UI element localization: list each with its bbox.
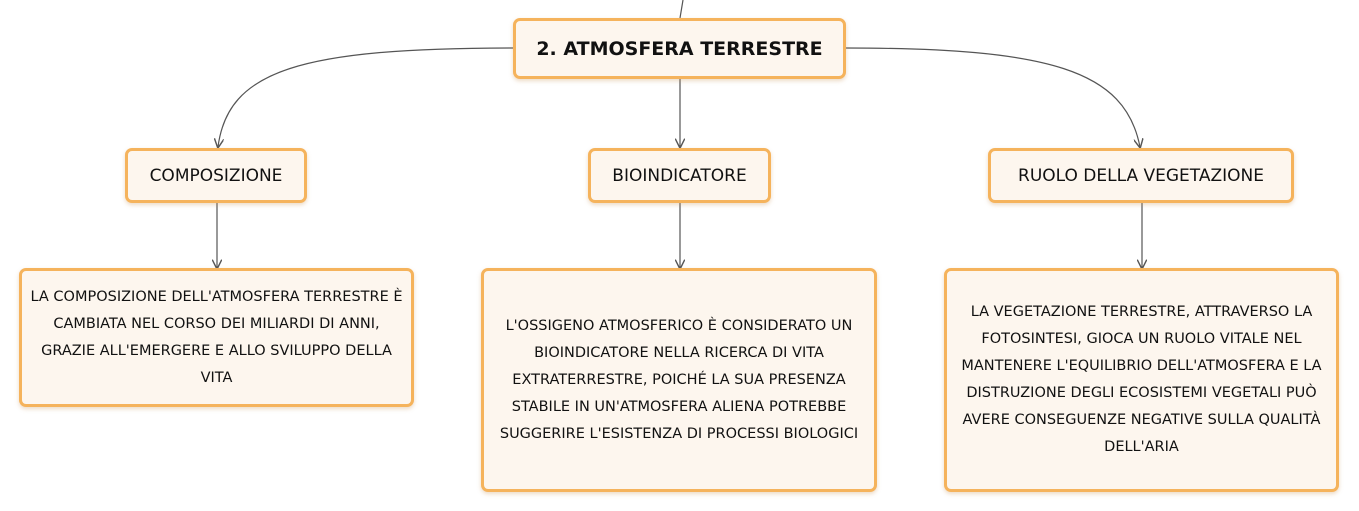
- detail-text: LA VEGETAZIONE TERRESTRE, ATTRAVERSO LA FOTOSINTESI, GIOCA UN RUOLO VITALE NEL MANTENERE L'EQUILIBRIO DELL'ATMOSFERA E LA DISTRUZIONE DEGLI ECOSISTEMI VEGETALI PUÒ AVERE CONSEGUENZE NEGATIVE SULLA QUALITÀ DELL'ARIA: [961, 304, 1322, 455]
- topic-node-ruolo-vegetazione[interactable]: [988, 148, 1294, 203]
- detail-text: L'OSSIGENO ATMOSFERICO È CONSIDERATO UN BIOINDICATORE NELLA RICERCA DI VITA EXTRATERRESTRE, POICHÉ LA SUA PRESENZA STABILE IN UN'ATMOSFERA ALIENA POTREBBE SUGGERIRE L'ESISTENZA DI PROCESSI BIOLOGICI: [499, 317, 859, 442]
- topic-label: COMPOSIZIONE: [149, 165, 283, 186]
- topic-node-composizione[interactable]: [125, 148, 307, 203]
- detail-node-composizione[interactable]: [19, 268, 414, 407]
- connector-root-composizione: [218, 48, 515, 147]
- detail-text: LA COMPOSIZIONE DELL'ATMOSFERA TERRESTRE È CAMBIATA NEL CORSO DEI MILIARDI DI ANNI, GRAZIE ALL'EMERGERE E ALLO SVILUPPO DELLA VITA: [30, 288, 403, 386]
- connector-root-vegetazione: [845, 48, 1140, 147]
- topic-label: BIOINDICATORE: [612, 165, 747, 186]
- topic-node-bioindicatore[interactable]: [588, 148, 771, 203]
- detail-node-bioindicatore[interactable]: [481, 268, 877, 492]
- topic-label: RUOLO DELLA VEGETAZIONE: [1018, 165, 1264, 186]
- detail-node-ruolo-vegetazione[interactable]: [944, 268, 1339, 492]
- incoming-connector: [680, 0, 683, 18]
- root-label: 2. ATMOSFERA TERRESTRE: [536, 37, 823, 60]
- root-node[interactable]: [513, 18, 846, 79]
